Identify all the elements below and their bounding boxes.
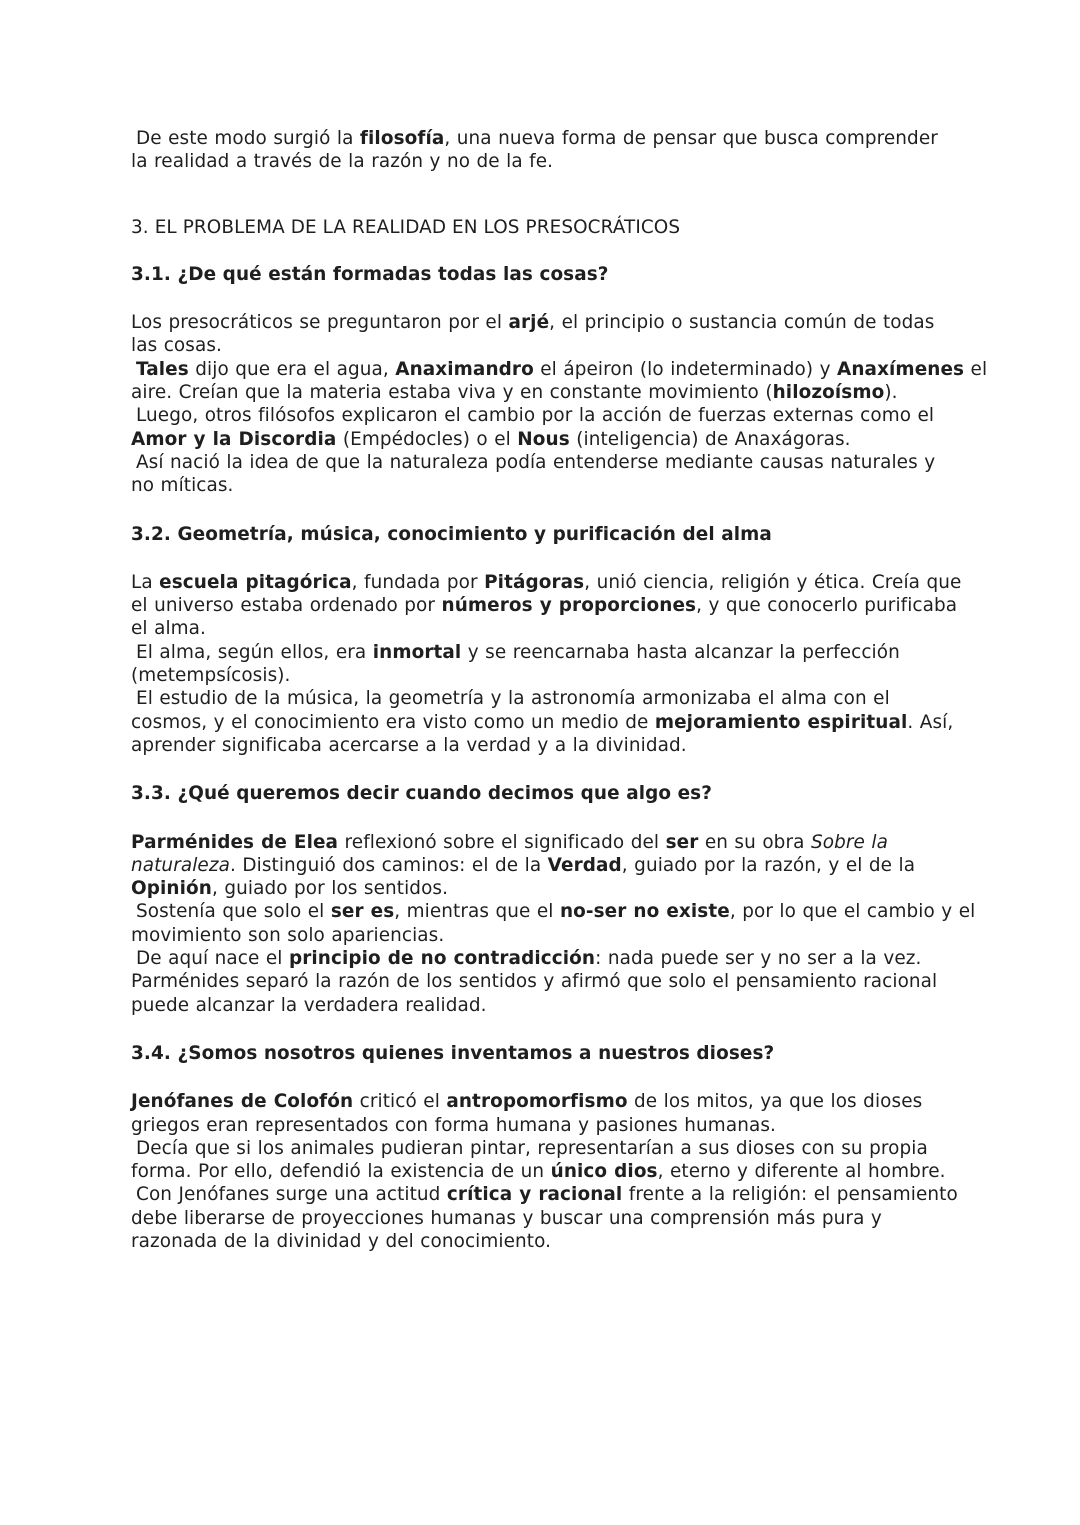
text-line: [131, 311, 961, 334]
text-run: : nada puede ser y no ser a la vez.: [595, 948, 922, 970]
text-run: Con Jenófanes surge una actitud: [136, 1184, 447, 1206]
text-run: , guiado por los sentidos.: [211, 878, 449, 900]
text-line: [131, 571, 961, 594]
subsection-heading-3-1: 3.1. ¿De qué están formadas todas las cosas?: [131, 263, 609, 285]
text-run: Sostenía que solo el: [136, 901, 331, 923]
text-line: Parménides separó la razón de los sentidos y afirmó que solo el pensamiento racional: [131, 971, 938, 993]
subsection-heading-3-3: 3.3. ¿Qué queremos decir cuando decimos que algo es?: [131, 783, 712, 805]
text-run: , guiado por la razón, y el de la: [621, 854, 916, 876]
text-run: forma. Por ello, defendió la existencia de un: [131, 1161, 551, 1183]
text-run: , mientras que el: [394, 901, 560, 923]
bold-term: Anaximandro: [395, 358, 534, 380]
text-run: , eterno y diferente al hombre.: [657, 1161, 946, 1183]
bold-term: arjé: [508, 312, 550, 334]
text-run: aire. Creían que la materia estaba viva y en constante movimiento (: [131, 382, 773, 404]
text-run: cosmos, y el conocimiento era visto como un medio de: [131, 711, 655, 733]
italic-term: naturaleza: [131, 854, 230, 876]
section-heading: 3. EL PROBLEMA DE LA REALIDAD EN LOS PRESOCRÁTICOS: [131, 216, 681, 238]
text-run: De aquí nace el: [136, 948, 289, 970]
bold-term: Verdad: [547, 854, 622, 876]
text-run: de los mitos, ya que los dioses: [627, 1091, 923, 1113]
text-line: Decía que si los animales pudieran pintar, representarían a sus dioses con su propia: [136, 1137, 928, 1159]
text-run: . Distinguió dos caminos: el de la: [229, 854, 548, 876]
text-run: , una nueva forma de pensar que busca comprender: [444, 128, 938, 149]
paragraph-3-3: [131, 831, 976, 1017]
text-run: , unió ciencia, religión y ética. Creía que: [584, 571, 962, 593]
text-run: La: [131, 571, 160, 593]
bold-term: hilozoísmo: [772, 382, 885, 404]
text-run: , por lo que el cambio y el: [729, 901, 976, 923]
document-body: [131, 127, 988, 1253]
text-run: El alma, según ellos, era: [136, 641, 373, 663]
text-line: [131, 594, 961, 617]
subsection-heading-3-4: 3.4. ¿Somos nosotros quienes inventamos a nuestros dioses?: [131, 1042, 775, 1064]
text-run: (Empédocles) o el: [336, 428, 518, 450]
text-line: Así nació la idea de que la naturaleza podía entenderse mediante causas naturales y: [136, 451, 936, 473]
bold-term: ser es: [330, 901, 395, 923]
text-line: [131, 1090, 961, 1113]
text-line: [131, 947, 961, 970]
paragraph-3-4: [131, 1090, 961, 1253]
text-line: debe liberarse de proyecciones humanas y buscar una comprensión más pura y: [131, 1207, 882, 1229]
text-line: [131, 641, 961, 664]
text-line: razonada de la divinidad y del conocimiento.: [131, 1230, 552, 1252]
bold-term: Opinión: [131, 878, 212, 900]
bold-term: números y proporciones: [441, 595, 697, 617]
text-line: griegos eran representados con forma humana y pasiones humanas.: [131, 1114, 776, 1136]
text-line: [131, 1183, 961, 1206]
text-run: (inteligencia) de Anaxágoras.: [569, 428, 851, 450]
italic-term: Sobre la: [810, 831, 888, 853]
text-run: , fundada por: [351, 571, 485, 593]
text-run: frente a la religión: el pensamiento: [622, 1184, 958, 1206]
bold-term: escuela pitagórica: [159, 571, 352, 593]
text-run: , y que conocerlo purificaba: [696, 595, 958, 617]
text-line: movimiento son solo apariencias.: [131, 924, 445, 946]
text-line: (metempsícosis).: [131, 665, 291, 687]
bold-term: único dios: [550, 1161, 658, 1183]
text-line: [131, 127, 961, 150]
bold-term: no-ser no existe: [559, 901, 730, 923]
text-run: De este modo surgió la: [136, 128, 360, 149]
bold-term: Tales: [136, 358, 189, 380]
text-line: las cosas.: [131, 335, 222, 357]
text-run: dijo que era el agua,: [188, 358, 396, 380]
bold-term: Jenófanes de Colofón: [131, 1091, 354, 1113]
text-line: [131, 854, 961, 877]
text-run: . Así,: [907, 711, 954, 733]
text-run: el universo estaba ordenado por: [131, 595, 442, 617]
text-run: criticó el: [353, 1091, 447, 1113]
text-run: en su obra: [698, 831, 811, 853]
paragraph-3-1: [131, 311, 988, 497]
text-line: [131, 900, 976, 923]
bold-term: Anaxímenes: [837, 358, 965, 380]
text-run: reflexionó sobre el significado del: [338, 831, 666, 853]
text-line: [131, 877, 961, 900]
intro-paragraph: [131, 127, 961, 174]
text-run: , el principio o sustancia común de todas: [549, 312, 935, 334]
text-line: la realidad a través de la razón y no de la fe.: [131, 151, 554, 173]
subsection-heading-3-2: 3.2. Geometría, música, conocimiento y purificación del alma: [131, 523, 772, 545]
bold-term: filosofía: [359, 128, 445, 149]
text-line: puede alcanzar la verdadera realidad.: [131, 994, 487, 1016]
bold-term: Nous: [517, 428, 570, 450]
text-run: ).: [884, 382, 898, 404]
bold-term: Parménides de Elea: [131, 831, 339, 853]
text-run: y se reencarnaba hasta alcanzar la perfección: [461, 641, 900, 663]
paragraph-3-2: [131, 571, 961, 757]
bold-term: mejoramiento espiritual: [654, 711, 908, 733]
text-line: [131, 358, 988, 381]
text-line: [131, 711, 961, 734]
text-run: el: [964, 358, 988, 380]
text-line: el alma.: [131, 618, 206, 640]
text-run: el ápeiron (lo indeterminado) y: [533, 358, 838, 380]
bold-term: Pitágoras: [484, 571, 585, 593]
bold-term: Amor y la Discordia: [131, 428, 337, 450]
bold-term: ser: [665, 831, 699, 853]
text-line: [131, 1160, 961, 1183]
bold-term: principio de no contradicción: [288, 948, 596, 970]
bold-term: inmortal: [372, 641, 462, 663]
text-line: El estudio de la música, la geometría y la astronomía armonizaba el alma con el: [136, 688, 890, 710]
text-line: Luego, otros filósofos explicaron el cambio por la acción de fuerzas externas como el: [136, 405, 935, 427]
bold-term: antropomorfismo: [446, 1091, 628, 1113]
text-run: Los presocráticos se preguntaron por el: [131, 312, 509, 334]
bold-term: crítica y racional: [446, 1184, 623, 1206]
text-line: no míticas.: [131, 475, 234, 497]
text-line: [131, 831, 961, 854]
text-line: aprender significaba acercarse a la verdad y a la divinidad.: [131, 734, 687, 756]
text-line: [131, 428, 961, 451]
text-line: [131, 381, 961, 404]
